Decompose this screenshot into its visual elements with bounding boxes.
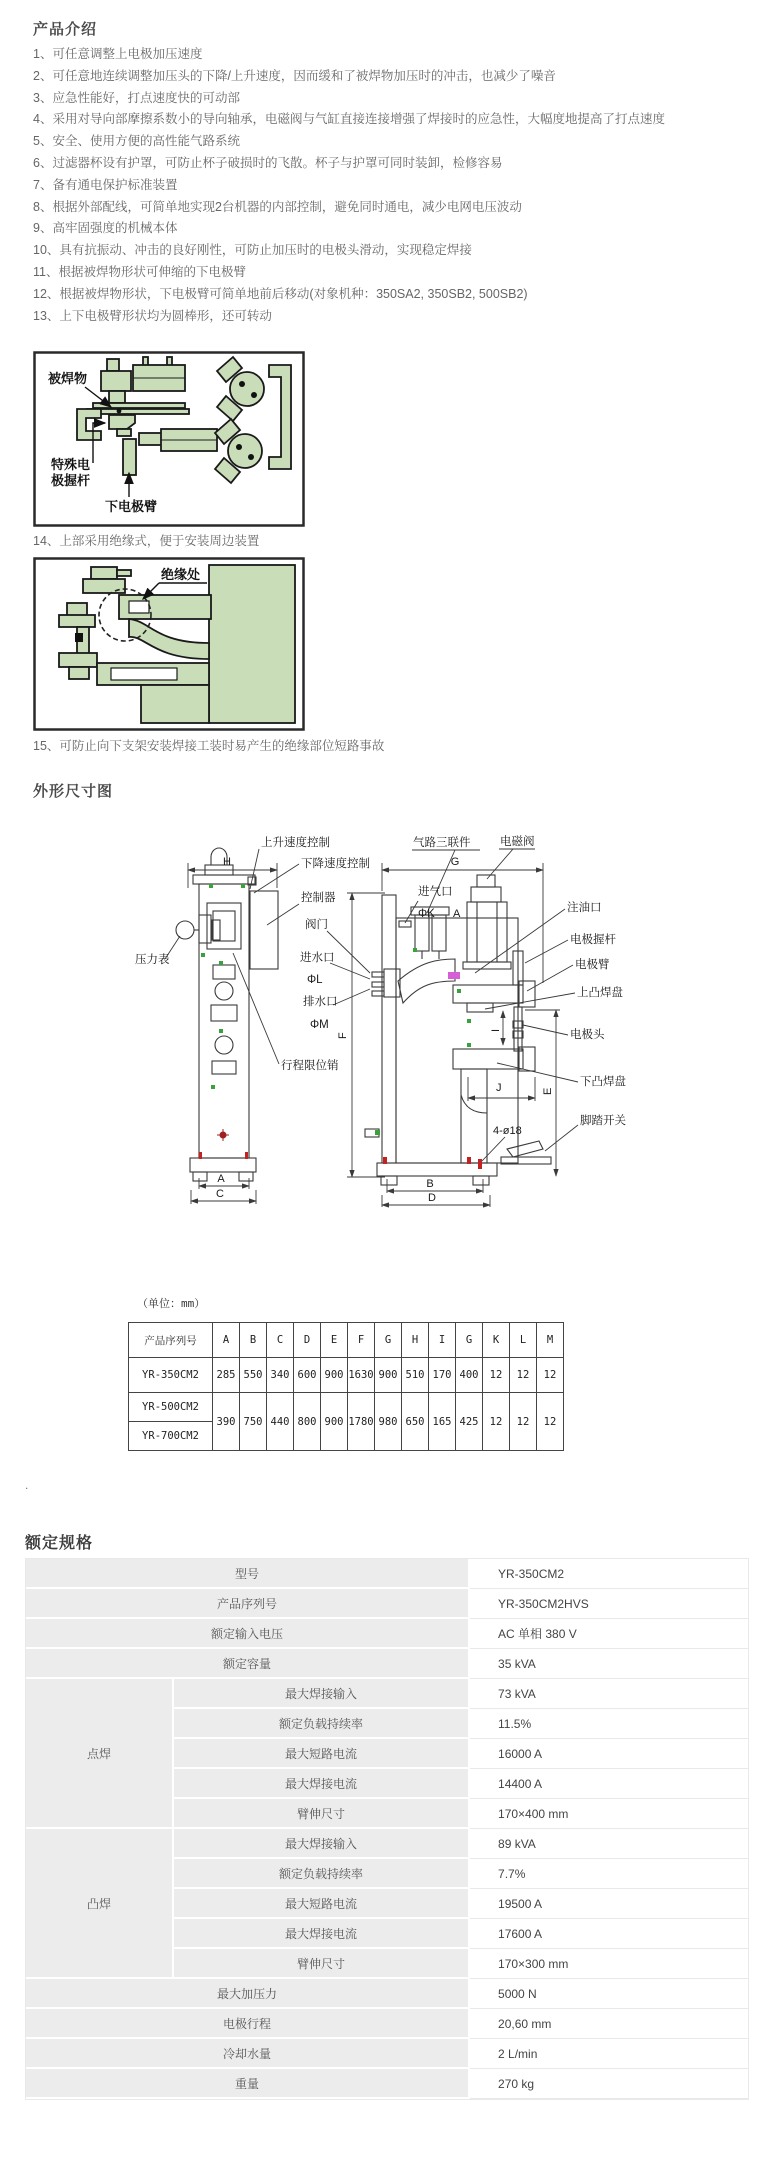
- spec-label-cell: 臂伸尺寸: [174, 1799, 470, 1829]
- air-inlet-label: 进气口: [418, 886, 453, 898]
- water-inlet-label: 进水口: [300, 952, 335, 964]
- intro-list-item: 7、备有通电保护标准装置: [33, 177, 178, 192]
- holes-label: 4-ø18: [493, 1125, 522, 1137]
- spec-group-cell: 凸焊: [26, 1829, 174, 1979]
- spec-value-cell: AC 单相 380 V: [470, 1619, 748, 1649]
- lower-platen-label: 下凸焊盘: [580, 1076, 626, 1088]
- workpiece-label: 被焊物: [48, 371, 88, 386]
- dimensions-title: 外形尺寸图: [33, 783, 114, 800]
- intro-list-item: 12、根据被焊物形状，下电极臂可简单地前后移动(对象机种：350SA2, 350SB2, 500SB2): [33, 286, 528, 301]
- water-outlet-label: 排水口: [303, 996, 338, 1008]
- dim-header-cell: C: [267, 1323, 294, 1358]
- intro-list-item: 4、采用对导向部摩擦系数小的导向轴承，电磁阀与气缸直接连接增强了焊接时的应急性，大幅度地提高了打点速度: [33, 112, 665, 127]
- dim-value-cell: 550: [240, 1358, 267, 1393]
- dim-value-cell: 12: [510, 1358, 537, 1393]
- intro-item-15: 15、可防止向下支架安装焊接工装时易产生的绝缘部位短路事故: [33, 739, 385, 753]
- dim-value-cell: 12: [483, 1393, 510, 1451]
- solenoid-valve-label: 电磁阀: [500, 836, 535, 848]
- dim-value-cell: 650: [402, 1393, 429, 1451]
- dim-value-cell: 900: [375, 1358, 402, 1393]
- upper-platen-label: 上凸焊盘: [577, 987, 623, 999]
- dim-model-cell: YR-500CM2: [129, 1393, 213, 1422]
- dim-value-cell: 510: [402, 1358, 429, 1393]
- dim-c: C: [216, 1188, 224, 1200]
- dim-a: A: [217, 1173, 225, 1185]
- phi-l-label: ΦL: [307, 974, 323, 986]
- spec-label-cell: 最大加压力: [26, 1979, 470, 2009]
- phi-m-label: ΦM: [310, 1019, 329, 1031]
- spec-value-cell: 11.5%: [470, 1709, 748, 1739]
- intro-list-item: 2、可任意地连续调整加压头的下降/上升速度，因而缓和了被焊物加压时的冲击，也减少了噪音: [33, 68, 556, 83]
- intro-list-item: 13、上下电极臂形状均为圆棒形，还可转动: [33, 308, 272, 323]
- dim-value-cell: 750: [240, 1393, 267, 1451]
- spec-label-cell: 电极行程: [26, 2009, 470, 2039]
- dim-value-cell: 12: [537, 1393, 564, 1451]
- spec-value-cell: 20,60 mm: [470, 2009, 748, 2039]
- intro-list: [33, 44, 665, 327]
- spec-label-cell: 型号: [26, 1559, 470, 1589]
- spec-label-cell: 最大焊接电流: [174, 1769, 470, 1799]
- dim-header-cell: L: [510, 1323, 537, 1358]
- phi-k-label: ΦK: [418, 908, 435, 920]
- dim-value-cell: 1780: [348, 1393, 375, 1451]
- intro-title: 产品介绍: [33, 21, 98, 38]
- oil-fill-port-label: 注油口: [567, 902, 602, 914]
- dim-value-cell: 12: [483, 1358, 510, 1393]
- dim-j: J: [496, 1082, 502, 1094]
- rise-speed-label: 上升速度控制: [261, 837, 330, 849]
- spec-label-cell: 额定容量: [26, 1649, 470, 1679]
- dim-value-cell: 170: [429, 1358, 456, 1393]
- dim-header-cell: E: [321, 1323, 348, 1358]
- dim-b: B: [426, 1178, 434, 1190]
- dim-model-cell: YR-700CM2: [129, 1422, 213, 1451]
- dim-header-cell: B: [240, 1323, 267, 1358]
- spec-label-cell: 最大焊接输入: [174, 1829, 470, 1859]
- spec-label-cell: 额定负载持续率: [174, 1859, 470, 1889]
- special-grip-label-line2: 极握杆: [51, 473, 91, 488]
- dim-f: F: [337, 1032, 349, 1039]
- intro-list-item: 6、过滤器杯设有护罩，可防止杯子破损时的飞散。杯子与护罩可同时装卸，检修容易: [33, 155, 503, 170]
- dim-a2: A: [453, 908, 461, 920]
- lower-arm-label: 下电极臂: [105, 499, 158, 514]
- electrode-grip-label: 电极握杆: [570, 934, 616, 946]
- spec-label-cell: 最大短路电流: [174, 1739, 470, 1769]
- spec-value-cell: 19500 A: [470, 1889, 748, 1919]
- insulation-diagram: [33, 557, 305, 731]
- spec-value-cell: 5000 N: [470, 1979, 748, 2009]
- spec-value-cell: 170×400 mm: [470, 1799, 748, 1829]
- electrode-tip-label: 电极头: [570, 1029, 605, 1041]
- spec-value-cell: 170×300 mm: [470, 1949, 748, 1979]
- intro-list-item: 3、应急性能好，打点速度快的可动部: [33, 90, 240, 105]
- dim-e: E: [542, 1087, 554, 1095]
- spec-value-cell: 7.7%: [470, 1859, 748, 1889]
- unit-note: （单位：mm）: [137, 1297, 206, 1310]
- spec-label-cell: 额定输入电压: [26, 1619, 470, 1649]
- spec-table-body: [26, 1559, 748, 2099]
- dim-value-cell: 800: [294, 1393, 321, 1451]
- spec-value-cell: 14400 A: [470, 1769, 748, 1799]
- fall-speed-label: 下降速度控制: [301, 858, 370, 870]
- spec-value-cell: YR-350CM2: [470, 1559, 748, 1589]
- controller-label: 控制器: [301, 892, 336, 904]
- dim-value-cell: 600: [294, 1358, 321, 1393]
- dim-value-cell: 400: [456, 1358, 483, 1393]
- dim-value-cell: 390: [213, 1393, 240, 1451]
- electrode-arm-diagram: [33, 351, 305, 527]
- spec-label-cell: 产品序列号: [26, 1589, 470, 1619]
- spec-label-cell: 重量: [26, 2069, 470, 2099]
- dim-value-cell: 340: [267, 1358, 294, 1393]
- dim-d: D: [428, 1192, 436, 1204]
- spec-table: [25, 1558, 749, 2100]
- intro-list-item: 10、具有抗振动、冲击的良好刚性，可防止加压时的电极头滑动，实现稳定焊接: [33, 243, 472, 258]
- dim-value-cell: 165: [429, 1393, 456, 1451]
- dim-value-cell: 900: [321, 1393, 348, 1451]
- dimension-table-body: [129, 1323, 564, 1451]
- spec-label-cell: 臂伸尺寸: [174, 1949, 470, 1979]
- spec-label-cell: 冷却水量: [26, 2039, 470, 2069]
- dim-h: H: [223, 856, 231, 868]
- intro-list-item: 1、可任意调整上电极加压速度: [33, 47, 203, 61]
- spec-label-cell: 最大焊接输入: [174, 1679, 470, 1709]
- dim-header-cell: M: [537, 1323, 564, 1358]
- outline-dimension-drawing: [115, 833, 760, 1273]
- spec-value-cell: 89 kVA: [470, 1829, 748, 1859]
- dim-g: G: [450, 856, 460, 868]
- dim-header-cell: K: [483, 1323, 510, 1358]
- spec-group-cell: 点焊: [26, 1679, 174, 1829]
- specs-title: 额定规格: [25, 1535, 94, 1552]
- spec-value-cell: 270 kg: [470, 2069, 748, 2099]
- intro-item-14: 14、上部采用绝缘式，便于安装周边装置: [33, 534, 260, 548]
- pressure-gauge-label: 压力表: [135, 954, 170, 966]
- dim-header-cell: A: [213, 1323, 240, 1358]
- spec-value-cell: 2 L/min: [470, 2039, 748, 2069]
- dim-value-cell: 12: [537, 1358, 564, 1393]
- dim-value-cell: 900: [321, 1358, 348, 1393]
- dim-header-cell: I: [429, 1323, 456, 1358]
- dim-model-cell: YR-350CM2: [129, 1358, 213, 1393]
- spec-value-cell: 35 kVA: [470, 1649, 748, 1679]
- special-grip-label-line1: 特殊电: [51, 457, 91, 472]
- dim-header-cell: H: [402, 1323, 429, 1358]
- spec-value-cell: 17600 A: [470, 1919, 748, 1949]
- dim-value-cell: 440: [267, 1393, 294, 1451]
- valve-label: 阀门: [305, 919, 328, 931]
- intro-list-item: 5、安全、使用方便的高性能气路系统: [33, 134, 240, 149]
- intro-list-item: 9、高牢固强度的机械本体: [33, 221, 178, 236]
- separator-dot: .: [25, 1478, 29, 1492]
- air-triple-unit-label: 气路三联件: [413, 837, 471, 849]
- intro-list-item: 8、根据外部配线，可简单地实现2台机器的内部控制，避免同时通电，减少电网电压波动: [33, 199, 522, 214]
- dimension-table: [128, 1322, 564, 1451]
- dim-header-cell: F: [348, 1323, 375, 1358]
- spec-value-cell: 73 kVA: [470, 1679, 748, 1709]
- dim-i: I: [490, 1028, 502, 1032]
- dim-header-cell: 产品序列号: [129, 1323, 213, 1358]
- dim-value-cell: 425: [456, 1393, 483, 1451]
- dim-header-cell: D: [294, 1323, 321, 1358]
- insulation-label: 绝缘处: [161, 567, 201, 582]
- spec-label-cell: 额定负载持续率: [174, 1709, 470, 1739]
- dim-value-cell: 285: [213, 1358, 240, 1393]
- spec-value-cell: YR-350CM2HVS: [470, 1589, 748, 1619]
- spec-value-cell: 16000 A: [470, 1739, 748, 1769]
- electrode-arm-label: 电极臂: [575, 959, 610, 971]
- dim-header-cell: G: [375, 1323, 402, 1358]
- dim-value-cell: 12: [510, 1393, 537, 1451]
- dim-header-cell: G: [456, 1323, 483, 1358]
- foot-switch-label: 脚踏开关: [580, 1115, 626, 1127]
- spec-label-cell: 最大短路电流: [174, 1889, 470, 1919]
- intro-list-item: 11、根据被焊物形状可伸缩的下电极臂: [33, 264, 246, 279]
- dim-value-cell: 1630: [348, 1358, 375, 1393]
- dim-value-cell: 980: [375, 1393, 402, 1451]
- stroke-limit-pin-label: 行程限位销: [281, 1060, 339, 1072]
- spec-label-cell: 最大焊接电流: [174, 1919, 470, 1949]
